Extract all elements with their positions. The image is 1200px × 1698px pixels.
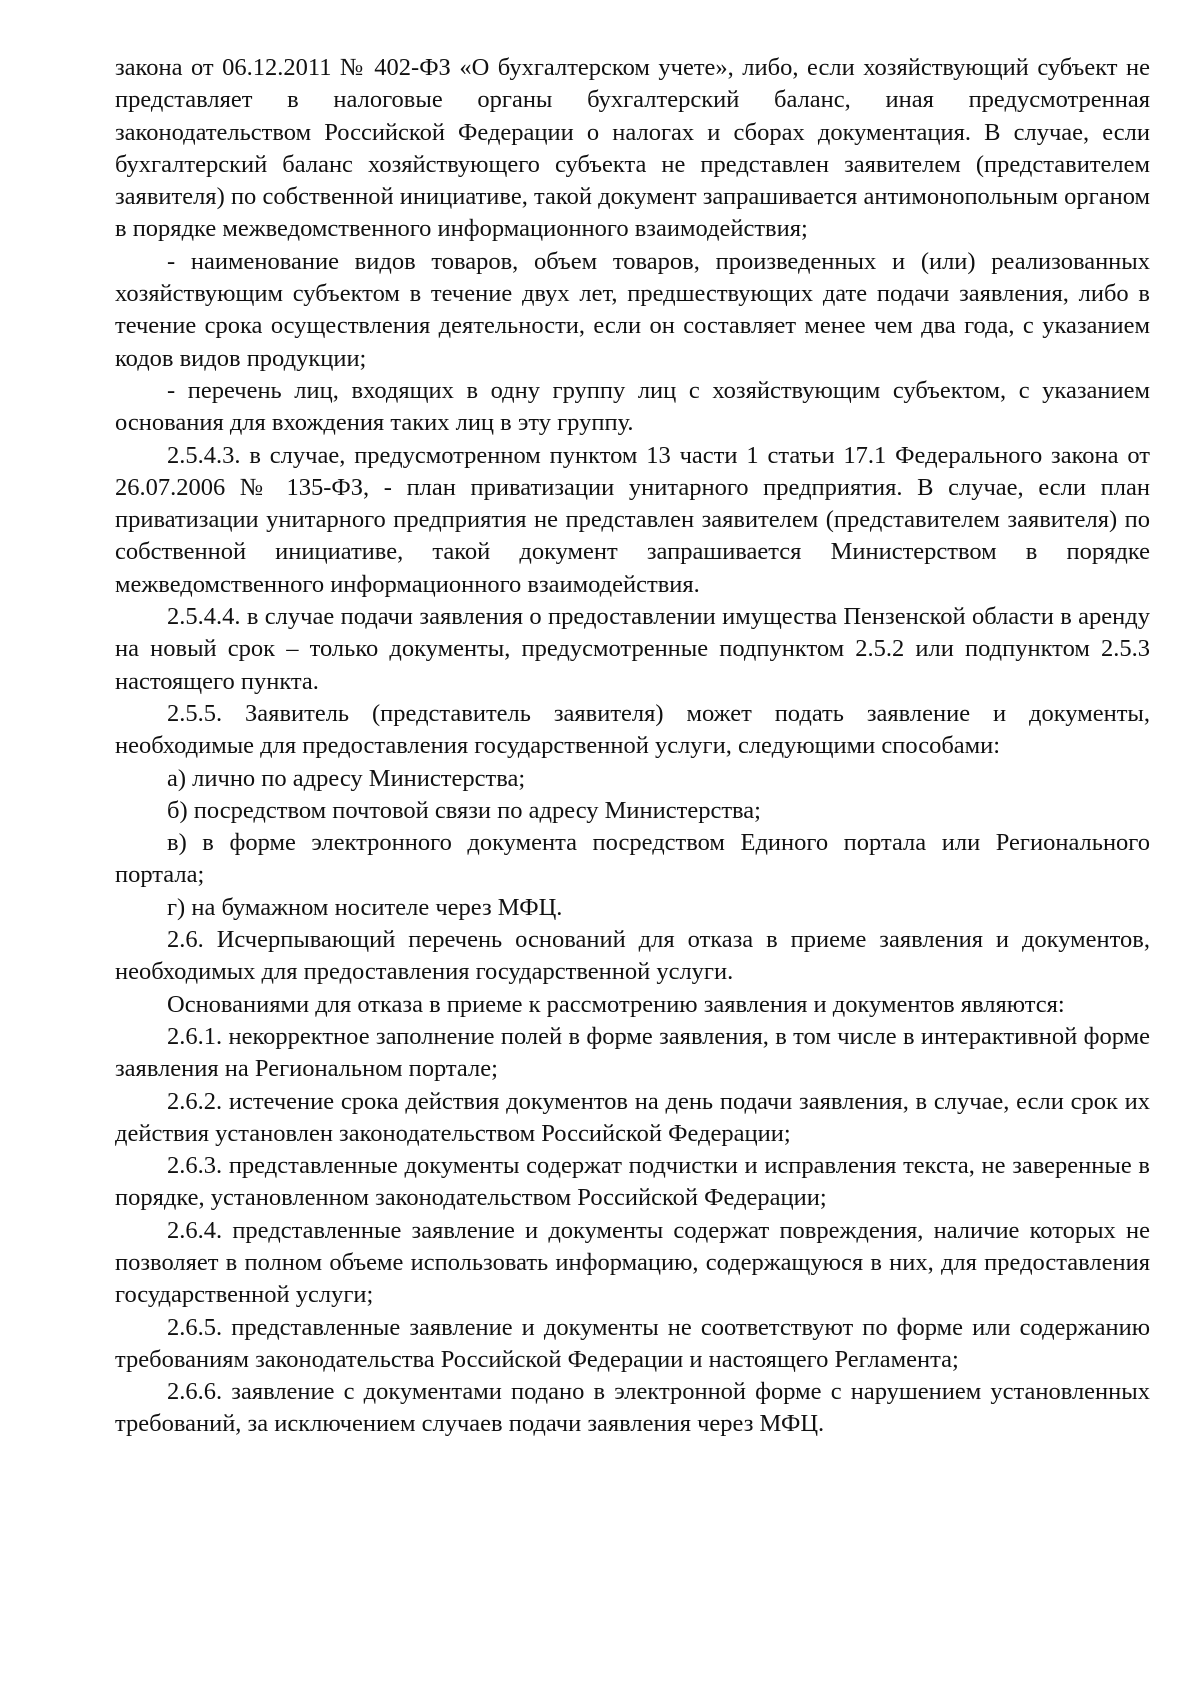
paragraph-2-6-2: 2.6.2. истечение срока действия документов на день подачи заявления, в случае, если срок их действия установлен законодательством Российской Федерации;	[115, 1087, 1150, 1147]
paragraph-2-5-4-4: 2.5.4.4. в случае подачи заявления о предоставлении имущества Пензенской области в аренду на новый срок – только документы, предусмотренные подпунктом 2.5.2 или подпунктом 2.5.3 настоящего пункта.	[115, 603, 1150, 695]
paragraph-2-5-4-3: 2.5.4.3. в случае, предусмотренном пунктом 13 части 1 статьи 17.1 Федерального закона от 26.07.2006 № 135-ФЗ, - план приватизации унитарного предприятия. В случае, если план приватизации унитарного предприятия не представлен заявителем (представителем заявителя) по собственной инициативе, такой документ запрашивается Министерством в порядке межведомственного информационного взаимодействия.	[115, 441, 1150, 598]
paragraph-method-b: б) посредством почтовой связи по адресу Министерства;	[167, 796, 761, 824]
paragraph-method-v: в) в форме электронного документа посредством Единого портала или Регионального портала;	[115, 829, 1150, 889]
paragraph-group-persons: - перечень лиц, входящих в одну группу лиц с хозяйствующим субъектом, с указанием основания для вхождения таких лиц в эту группу.	[115, 376, 1150, 437]
paragraph-continuation: закона от 06.12.2011 № 402-ФЗ «О бухгалтерском учете», либо, если хозяйствующий субъект не представляет в налоговые органы бухгалтерский баланс, иная предусмотренная законодательством Российской Федерации о налогах и сборах документация. В случае, если бухгалтерский баланс хозяйствующего субъекта не представлен заявителем (представителем заявителя) по собственной инициативе, такой документ запрашивается антимонопольным органом в порядке межведомственного информационного взаимодействия;	[115, 54, 1150, 243]
paragraph-2-6-3: 2.6.3. представленные документы содержат подчистки и исправления текста, не заверенные в порядке, установленном законодательством Российской Федерации;	[115, 1152, 1150, 1212]
paragraph-2-5-5: 2.5.5. Заявитель (представитель заявителя) может подать заявление и документы, необходимые для предоставления государственной услуги, следующими способами:	[115, 699, 1150, 760]
paragraph-2-6-6: 2.6.6. заявление с документами подано в электронной форме с нарушением установленных требований, за исключением случаев подачи заявления через МФЦ.	[115, 1378, 1150, 1438]
document-page	[115, 52, 1150, 1441]
paragraph-grounds-intro: Основаниями для отказа в приеме к рассмотрению заявления и документов являются:	[167, 990, 1065, 1018]
paragraph-2-6-1: 2.6.1. некорректное заполнение полей в форме заявления, в том числе в интерактивной форме заявления на Региональном портале;	[115, 1022, 1150, 1083]
paragraph-method-g: г) на бумажном носителе через МФЦ.	[167, 893, 563, 921]
paragraph-goods-list: - наименование видов товаров, объем товаров, произведенных и (или) реализованных хозяйствующим субъектом в течение двух лет, предшествующих дате подачи заявления, либо в течение срока осуществления деятельности, если он составляет менее чем два года, с указанием кодов видов продукции;	[115, 247, 1150, 372]
paragraph-2-6: 2.6. Исчерпывающий перечень оснований для отказа в приеме заявления и документов, необходимых для предоставления государственной услуги.	[115, 926, 1150, 986]
paragraph-2-6-5: 2.6.5. представленные заявление и документы не соответствуют по форме или содержанию требованиям законодательства Российской Федерации и настоящего Регламента;	[115, 1313, 1150, 1373]
paragraph-method-a: а) лично по адресу Министерства;	[167, 764, 526, 792]
paragraph-2-6-4: 2.6.4. представленные заявление и документы содержат повреждения, наличие которых не позволяет в полном объеме использовать информацию, содержащуюся в них, для предоставления государственной услуги;	[115, 1216, 1150, 1309]
